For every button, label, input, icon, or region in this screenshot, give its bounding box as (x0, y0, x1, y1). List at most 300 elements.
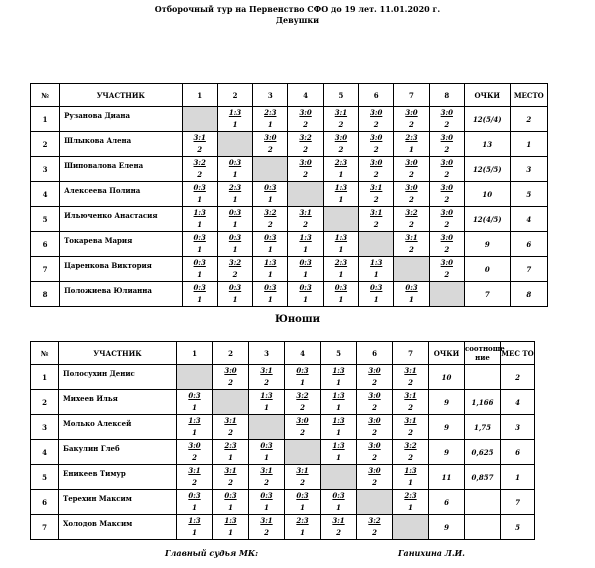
match-points: 1 (232, 170, 238, 179)
table-row (31, 207, 548, 232)
match-score: 1:3 (188, 516, 201, 525)
row-number: 5 (31, 465, 59, 490)
score-cell (213, 365, 249, 390)
table-row (31, 515, 535, 540)
girls-results-table (30, 83, 548, 307)
diagonal-cell (357, 490, 393, 515)
points-cell: 12(5/4) (464, 107, 510, 132)
match-score: 2:3 (405, 133, 418, 142)
column-header: № (31, 342, 59, 365)
score-cell (394, 182, 429, 207)
match-points: 1 (408, 503, 413, 512)
score-cell (357, 390, 393, 415)
column-header: 3 (249, 342, 285, 365)
column-header: 6 (359, 84, 394, 107)
points-cell: 12(4/5) (464, 207, 510, 232)
place-cell: 7 (501, 490, 535, 515)
match-points: 2 (408, 403, 413, 412)
column-header: 3 (253, 84, 288, 107)
score-cell (429, 132, 464, 157)
row-number: 1 (31, 365, 59, 390)
match-points: 1 (338, 295, 344, 304)
match-points: 2 (409, 220, 414, 229)
row-number: 2 (31, 132, 60, 157)
match-score: 3:0 (440, 208, 453, 217)
match-score: 0:3 (334, 283, 348, 292)
match-points: 2 (409, 120, 414, 129)
match-points: 1 (409, 145, 414, 154)
column-header: соотноше ние (465, 342, 501, 365)
table-row (31, 415, 535, 440)
score-cell (249, 390, 285, 415)
participant-name: Михеев Илья (59, 390, 177, 415)
score-cell (323, 232, 358, 257)
match-points: 1 (267, 270, 273, 279)
match-score: 1:3 (334, 183, 348, 192)
match-score: 3:1 (188, 466, 201, 475)
score-cell (217, 107, 252, 132)
score-cell (285, 515, 321, 540)
match-points: 2 (444, 120, 450, 129)
diagonal-cell (323, 207, 358, 232)
match-points: 1 (373, 270, 379, 279)
match-score: 3:0 (440, 158, 453, 167)
match-points: 2 (338, 145, 344, 154)
match-points: 1 (300, 378, 305, 387)
place-cell: 7 (510, 257, 547, 282)
match-points: 2 (300, 403, 305, 412)
match-score: 3:1 (334, 108, 348, 117)
match-points: 2 (372, 428, 377, 437)
match-points: 2 (408, 428, 413, 437)
diagonal-cell (359, 232, 394, 257)
score-cell (177, 515, 213, 540)
girls-section-title: Девушки (275, 15, 320, 25)
score-cell (177, 465, 213, 490)
score-cell (288, 207, 323, 232)
match-score: 2:3 (264, 108, 277, 117)
match-score: 0:3 (299, 258, 312, 267)
points-cell: 9 (464, 232, 510, 257)
match-score: 0:3 (264, 233, 277, 242)
match-score: 3:1 (224, 416, 237, 425)
match-score: 0:3 (228, 283, 242, 292)
score-cell (182, 207, 217, 232)
match-points: 1 (267, 120, 273, 129)
match-points: 1 (338, 195, 344, 204)
match-score: 1:3 (334, 233, 348, 242)
place-cell: 1 (501, 465, 535, 490)
match-points: 2 (409, 245, 414, 254)
participant-name: Холодов Максим (59, 515, 177, 540)
column-header: ОЧКИ (429, 342, 465, 365)
match-score: 3:1 (296, 466, 309, 475)
diagonal-cell (217, 132, 252, 157)
column-header: 7 (393, 342, 429, 365)
table-row (31, 107, 548, 132)
table-header-row (31, 342, 535, 365)
match-score: 3:2 (264, 208, 277, 217)
match-score: 2:3 (296, 516, 309, 525)
score-cell (288, 157, 323, 182)
score-cell (217, 182, 252, 207)
match-points: 2 (336, 528, 341, 537)
match-points: 1 (232, 120, 238, 129)
score-cell (253, 182, 288, 207)
match-score: 1:3 (224, 516, 237, 525)
match-points: 1 (303, 270, 309, 279)
place-cell: 6 (510, 232, 547, 257)
match-points: 2 (444, 270, 450, 279)
score-cell (182, 282, 217, 307)
score-cell (217, 282, 252, 307)
row-number: 4 (31, 182, 60, 207)
boys-section-title: Юноши (274, 314, 321, 325)
match-points: 2 (444, 195, 450, 204)
points-cell: 13 (464, 132, 510, 157)
place-cell: 5 (501, 515, 535, 540)
match-points: 2 (373, 195, 379, 204)
match-points: 1 (192, 503, 197, 512)
match-points: 2 (264, 528, 269, 537)
column-header: 1 (182, 84, 217, 107)
match-score: 3:0 (440, 108, 453, 117)
score-cell (217, 257, 252, 282)
match-score: 0:3 (296, 491, 309, 500)
match-score: 3:0 (368, 441, 381, 450)
row-number: 6 (31, 232, 60, 257)
match-score: 1:3 (332, 366, 345, 375)
column-header: № (31, 84, 60, 107)
match-points: 1 (373, 295, 379, 304)
match-points: 2 (197, 170, 203, 179)
match-score: 1:3 (299, 233, 312, 242)
score-cell (182, 232, 217, 257)
match-score: 3:0 (440, 133, 453, 142)
match-points: 2 (408, 378, 413, 387)
place-cell: 8 (510, 282, 547, 307)
participant-name: Полосухин Денис (59, 365, 177, 390)
ratio-cell (465, 365, 501, 390)
column-header: 4 (288, 84, 323, 107)
match-points: 2 (192, 453, 197, 462)
match-points: 1 (192, 403, 197, 412)
score-cell (182, 257, 217, 282)
match-score: 3:0 (405, 183, 418, 192)
match-points: 1 (338, 245, 344, 254)
score-cell (394, 282, 429, 307)
match-score: 3:0 (368, 366, 381, 375)
match-points: 1 (336, 378, 341, 387)
participant-name: Еникеев Тимур (59, 465, 177, 490)
match-score: 3:1 (370, 183, 383, 192)
match-score: 0:3 (299, 283, 312, 292)
participant-name: Царенкова Виктория (60, 257, 183, 282)
match-points: 1 (192, 428, 197, 437)
match-points: 1 (197, 195, 203, 204)
score-cell (393, 415, 429, 440)
match-points: 1 (336, 428, 341, 437)
score-cell (285, 390, 321, 415)
table-row (31, 440, 535, 465)
score-cell (323, 157, 358, 182)
column-header: ОЧКИ (464, 84, 510, 107)
ratio-cell: 0,625 (465, 440, 501, 465)
score-cell (393, 465, 429, 490)
match-score: 3:1 (299, 208, 312, 217)
column-header: 4 (285, 342, 321, 365)
score-cell (285, 490, 321, 515)
place-cell: 3 (501, 415, 535, 440)
score-cell (393, 390, 429, 415)
place-cell: 5 (510, 182, 547, 207)
row-number: 7 (31, 515, 59, 540)
score-cell (357, 365, 393, 390)
column-header: 6 (357, 342, 393, 365)
match-points: 2 (197, 145, 203, 154)
match-score: 1:3 (332, 441, 345, 450)
match-points: 2 (444, 170, 450, 179)
column-header: 5 (321, 342, 357, 365)
score-cell (253, 232, 288, 257)
match-points: 1 (267, 195, 273, 204)
row-number: 1 (31, 107, 60, 132)
score-cell (253, 207, 288, 232)
referee-name: Ганихина Л.И. (398, 548, 465, 558)
page-title: Отборочный тур на Первенство СФО до 19 лет. 11.01.2020 г. (154, 4, 441, 14)
score-cell (213, 415, 249, 440)
match-points: 1 (338, 170, 344, 179)
match-score: 1:3 (188, 416, 201, 425)
match-score: 3:1 (332, 516, 345, 525)
column-header: УЧАСТНИК (60, 84, 183, 107)
score-cell (359, 257, 394, 282)
table-row (31, 465, 535, 490)
score-cell (288, 107, 323, 132)
match-score: 1:3 (370, 258, 383, 267)
score-cell (177, 490, 213, 515)
score-cell (249, 465, 285, 490)
match-points: 2 (373, 170, 379, 179)
match-score: 3:0 (405, 108, 418, 117)
ratio-cell (465, 515, 501, 540)
column-header: 1 (177, 342, 213, 365)
table-row (31, 232, 548, 257)
score-cell (253, 282, 288, 307)
place-cell: 2 (510, 107, 547, 132)
match-score: 0:3 (370, 283, 383, 292)
ratio-cell: 1,75 (465, 415, 501, 440)
participant-name: Бакулин Глеб (59, 440, 177, 465)
match-score: 0:3 (224, 491, 237, 500)
table-row (31, 257, 548, 282)
score-cell (393, 440, 429, 465)
score-cell (429, 232, 464, 257)
score-cell (359, 132, 394, 157)
match-score: 3:0 (370, 133, 383, 142)
match-points: 1 (336, 453, 341, 462)
match-score: 0:3 (228, 233, 242, 242)
row-number: 6 (31, 490, 59, 515)
score-cell (357, 415, 393, 440)
ratio-cell: 0,857 (465, 465, 501, 490)
match-points: 2 (373, 120, 379, 129)
match-score: 0:3 (264, 283, 277, 292)
match-points: 1 (408, 478, 413, 487)
match-score: 3:2 (193, 158, 206, 167)
score-cell (393, 365, 429, 390)
match-score: 3:2 (296, 391, 309, 400)
diagonal-cell (321, 465, 357, 490)
participant-name: Ильюченко Анастасия (60, 207, 183, 232)
match-points: 2 (408, 453, 413, 462)
match-score: 2:3 (224, 441, 237, 450)
score-cell (217, 157, 252, 182)
match-score: 3:0 (368, 416, 381, 425)
match-score: 2:3 (228, 183, 242, 192)
match-score: 2:3 (334, 258, 348, 267)
points-cell: 7 (464, 282, 510, 307)
score-cell (394, 132, 429, 157)
column-header: 8 (429, 84, 464, 107)
match-points: 1 (300, 528, 305, 537)
match-points: 2 (267, 220, 273, 229)
match-points: 2 (300, 428, 305, 437)
match-score: 3:0 (188, 441, 201, 450)
points-cell: 10 (429, 365, 465, 390)
score-cell (359, 282, 394, 307)
column-header: 7 (394, 84, 429, 107)
match-score: 3:2 (405, 208, 418, 217)
match-points: 1 (228, 528, 233, 537)
score-cell (288, 257, 323, 282)
score-cell (213, 465, 249, 490)
place-cell: 4 (510, 207, 547, 232)
participant-name: Алексеева Полина (60, 182, 183, 207)
score-cell (321, 415, 357, 440)
table-row (31, 365, 535, 390)
score-cell (323, 257, 358, 282)
table-row (31, 132, 548, 157)
match-points: 2 (228, 378, 233, 387)
column-header: МЕС ТО (501, 342, 535, 365)
match-score: 1:3 (404, 466, 417, 475)
place-cell: 3 (510, 157, 547, 182)
match-score: 3:1 (260, 466, 273, 475)
score-cell (394, 107, 429, 132)
score-cell (182, 182, 217, 207)
participant-name: Рузанова Диана (60, 107, 183, 132)
match-score: 3:0 (299, 108, 312, 117)
match-points: 1 (232, 220, 238, 229)
match-score: 0:3 (193, 233, 206, 242)
row-number: 5 (31, 207, 60, 232)
score-cell (321, 490, 357, 515)
score-cell (217, 232, 252, 257)
score-cell (323, 282, 358, 307)
score-cell (182, 132, 217, 157)
score-cell (394, 157, 429, 182)
score-cell (253, 107, 288, 132)
match-score: 3:1 (260, 516, 273, 525)
diagonal-cell (288, 182, 323, 207)
diagonal-cell (393, 515, 429, 540)
row-number: 3 (31, 157, 60, 182)
match-score: 3:1 (260, 366, 273, 375)
match-points: 2 (373, 220, 379, 229)
participant-name: Положиева Юлианна (60, 282, 183, 307)
match-score: 0:3 (332, 491, 345, 500)
points-cell: 0 (464, 257, 510, 282)
ratio-cell: 1,166 (465, 390, 501, 415)
match-score: 0:3 (296, 366, 309, 375)
match-score: 3:0 (368, 466, 381, 475)
match-score: 0:3 (405, 283, 418, 292)
match-points: 1 (338, 270, 344, 279)
match-points: 1 (300, 503, 305, 512)
match-score: 3:1 (224, 466, 237, 475)
match-score: 0:3 (260, 441, 273, 450)
ratio-cell (465, 490, 501, 515)
row-number: 4 (31, 440, 59, 465)
match-score: 0:3 (264, 183, 277, 192)
match-score: 3:2 (404, 441, 417, 450)
match-points: 1 (409, 295, 414, 304)
boys-results-table (30, 341, 535, 540)
match-points: 1 (228, 453, 233, 462)
place-cell: 2 (501, 365, 535, 390)
score-cell (285, 365, 321, 390)
score-cell (357, 440, 393, 465)
score-cell (321, 390, 357, 415)
match-score: 3:1 (193, 133, 206, 142)
score-cell (429, 207, 464, 232)
match-points: 1 (264, 453, 269, 462)
match-score: 3:1 (370, 208, 383, 217)
match-score: 3:2 (368, 516, 381, 525)
match-points: 1 (303, 245, 309, 254)
score-cell (429, 157, 464, 182)
points-cell: 6 (429, 490, 465, 515)
match-points: 1 (232, 195, 238, 204)
match-score: 3:0 (440, 233, 453, 242)
score-cell (177, 390, 213, 415)
table-header-row (31, 84, 548, 107)
diagonal-cell (253, 157, 288, 182)
match-points: 1 (264, 503, 269, 512)
match-points: 1 (264, 403, 269, 412)
diagonal-cell (249, 415, 285, 440)
points-cell: 12(5/5) (464, 157, 510, 182)
match-points: 2 (267, 145, 273, 154)
participant-name: Токарева Мария (60, 232, 183, 257)
match-points: 1 (303, 295, 309, 304)
score-cell (182, 157, 217, 182)
score-cell (253, 257, 288, 282)
match-score: 3:0 (370, 108, 383, 117)
points-cell: 11 (429, 465, 465, 490)
participant-name: Шиповалова Елена (60, 157, 183, 182)
match-score: 3:0 (440, 258, 453, 267)
score-cell (359, 207, 394, 232)
score-cell (249, 365, 285, 390)
match-points: 2 (264, 478, 269, 487)
match-points: 1 (197, 270, 203, 279)
match-points: 2 (372, 378, 377, 387)
diagonal-cell (394, 257, 429, 282)
match-score: 1:3 (264, 258, 277, 267)
score-cell (285, 465, 321, 490)
